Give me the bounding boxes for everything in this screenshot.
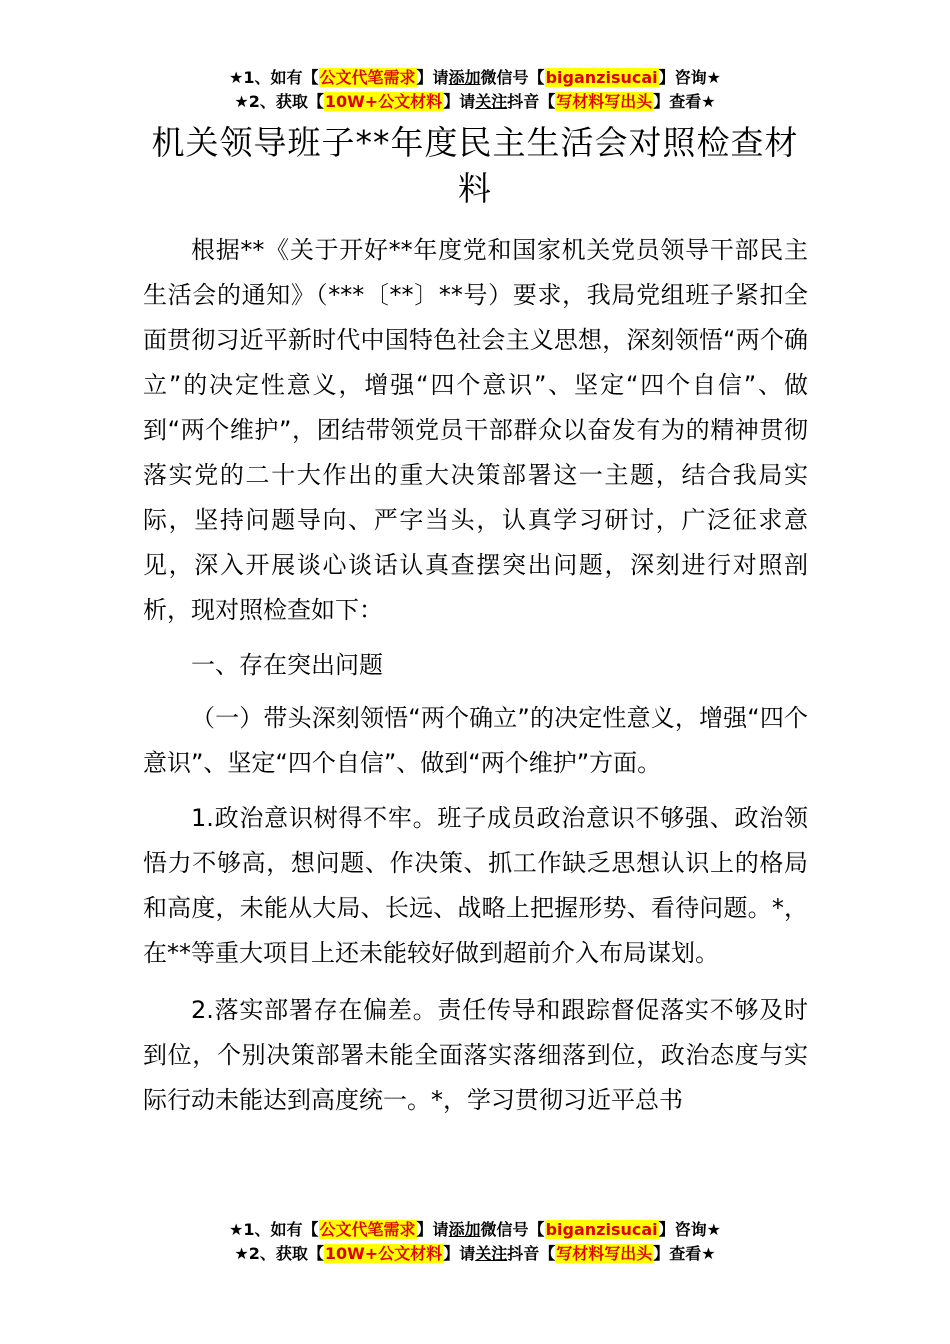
star-icon: ★ xyxy=(234,92,249,111)
star-icon: ★ xyxy=(234,1244,249,1263)
document-title: 机关领导班子**年度民主生活会对照检查材料 xyxy=(151,123,799,208)
underline-follow: 关注 xyxy=(475,1244,508,1263)
underline-follow: 关注 xyxy=(475,92,508,111)
highlight-douyin: 写材料写出头 xyxy=(556,92,653,111)
banner-text: 1、如有【 xyxy=(243,1220,319,1239)
highlight-materials: 10W+公文材料 xyxy=(324,1244,443,1263)
bottom-banner xyxy=(0,1218,950,1266)
underline-add: 添加 xyxy=(448,68,481,87)
banner-text: 2、获取【 xyxy=(248,92,324,111)
banner-text: 】咨询 xyxy=(658,1220,707,1239)
banner-text: 微信号【 xyxy=(480,68,545,87)
top-banner xyxy=(0,66,950,114)
star-icon: ★ xyxy=(701,92,716,111)
section-heading: 一、存在突出问题 xyxy=(191,651,383,679)
banner-line-1 xyxy=(0,66,950,90)
highlight-wechat-id: biganzisucai xyxy=(545,68,658,87)
banner-text: 】请 xyxy=(443,92,476,111)
document-body xyxy=(143,228,808,1135)
banner-text: 】查看 xyxy=(653,1244,702,1263)
banner-text: 】请 xyxy=(443,1244,476,1263)
highlight-wechat-id: biganzisucai xyxy=(545,1220,658,1239)
banner-text: 微信号【 xyxy=(480,1220,545,1239)
star-icon: ★ xyxy=(229,1220,244,1239)
banner-text: 】请 xyxy=(416,68,449,87)
star-icon: ★ xyxy=(706,1220,721,1239)
star-icon: ★ xyxy=(229,68,244,87)
banner-text: 】查看 xyxy=(653,92,702,111)
star-icon: ★ xyxy=(706,68,721,87)
subsection-heading: （一）带头深刻领悟“两个确立”的决定性意义，增强“四个意识”、坚定“四个自信”、做到“两个维护”方面。 xyxy=(143,704,808,777)
banner-line-2 xyxy=(0,1242,950,1266)
banner-text: 抖音【 xyxy=(507,1244,556,1263)
banner-line-2 xyxy=(0,90,950,114)
list-item: 2.落实部署存在偏差。责任传导和跟踪督促落实不够及时到位，个别决策部署未能全面落实落细落到位，政治态度与实际行动未能达到高度统一。*，学习贯彻习近平总书 xyxy=(143,996,808,1114)
intro-paragraph: 根据**《关于开好**年度党和国家机关党员领导干部民主生活会的通知》（***〔**〕**号）要求，我局党组班子紧扣全面贯彻习近平新时代中国特色社会主义思想，深刻领悟“两个确立”的决定性意义，增强“四个意识”、坚定“四个自信”、做到“两个维护”，团结带领党员干部群众以奋发有为的精神贯彻落实党的二十大作出的重大决策部署这一主题，结合我局实际，坚持问题导向、严字当头，认真学习研讨，广泛征求意见，深入开展谈心谈话认真查摆突出问题，深刻进行对照剖析，现对照检查如下： xyxy=(143,236,808,624)
list-item: 1.政治意识树得不牢。班子成员政治意识不够强、政治领悟力不够高，想问题、作决策、抓工作缺乏思想认识上的格局和高度，未能从大局、长远、战略上把握形势、看待问题。*，在**等重大项目上还未能较好做到超前介入布局谋划。 xyxy=(143,804,808,967)
banner-text: 2、获取【 xyxy=(248,1244,324,1263)
banner-line-1 xyxy=(0,1218,950,1242)
banner-text: 1、如有【 xyxy=(243,68,319,87)
highlight-service: 公文代笔需求 xyxy=(319,1220,416,1239)
banner-text: 抖音【 xyxy=(507,92,556,111)
highlight-douyin: 写材料写出头 xyxy=(556,1244,653,1263)
banner-text: 】咨询 xyxy=(658,68,707,87)
star-icon: ★ xyxy=(701,1244,716,1263)
underline-add: 添加 xyxy=(448,1220,481,1239)
highlight-service: 公文代笔需求 xyxy=(319,68,416,87)
highlight-materials: 10W+公文材料 xyxy=(324,92,443,111)
banner-text: 】请 xyxy=(416,1220,449,1239)
